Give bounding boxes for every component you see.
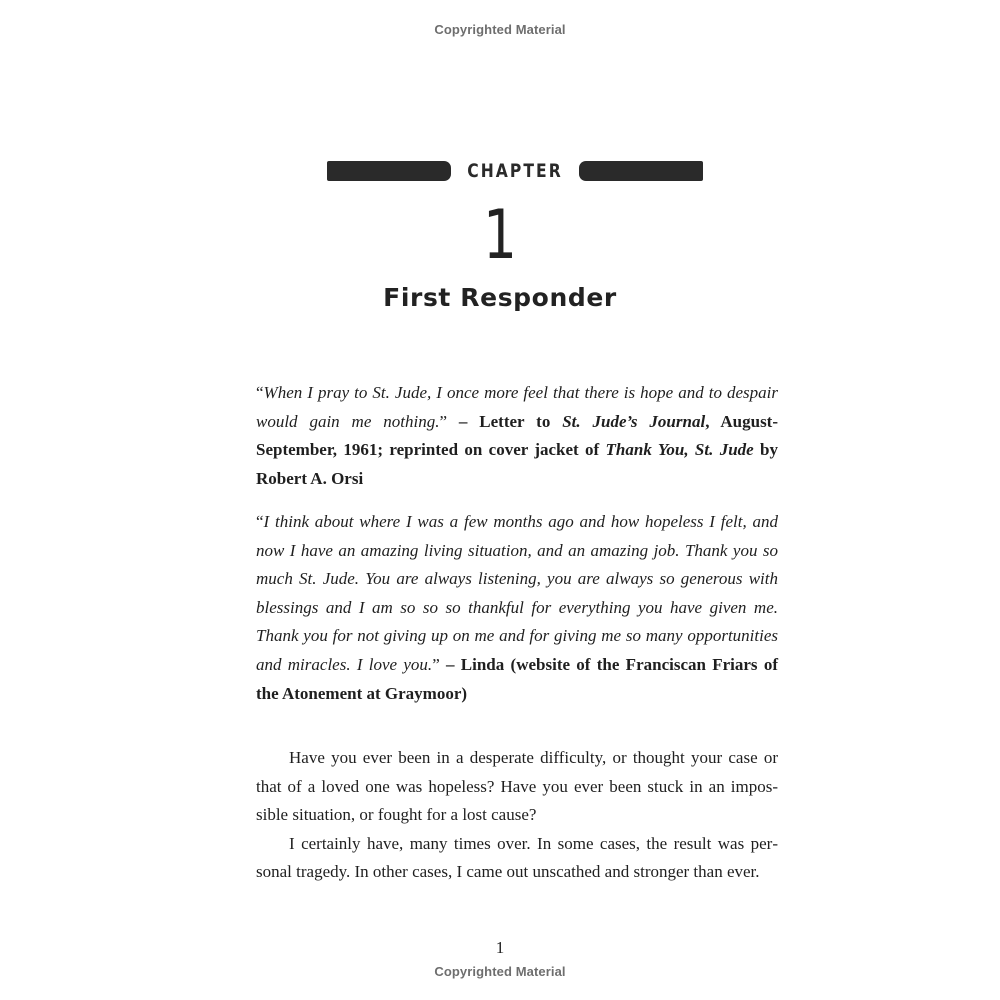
- chapter-number: 1: [483, 196, 517, 275]
- chapter-header: [327, 159, 703, 183]
- epigraph-1-close-quote: ”: [439, 411, 448, 431]
- epigraph-1: [256, 379, 778, 493]
- copyright-watermark-top: Copyrighted Material: [434, 22, 566, 37]
- chapter-bar-left: [327, 161, 451, 181]
- epigraph-1-dash: – Letter to: [447, 411, 563, 431]
- epigraph-2: [256, 508, 778, 708]
- chapter-title: First Responder: [383, 283, 617, 312]
- chapter-label: CHAPTER: [467, 160, 563, 182]
- epigraph-2-attribution: – Linda (website of the Franciscan Friars of the Atonement at Graymoor): [256, 654, 778, 703]
- epigraph-2-quote: I think about where I was a few months ago and how hopeless I felt, and now I have an amazing living situation, and an amazing job. Thank you so much St. Jude. You are always listening, you are always so generous with blessings and I am so so so thankful for everything you have given me. Thank you for not giving up on me and for giving me so many opportunities and miracles. I love you.: [256, 512, 778, 674]
- epigraph-1-quote: When I pray to St. Jude, I once more feel that there is hope and to despair would gain me nothing.: [256, 383, 778, 431]
- page-number: 1: [495, 938, 505, 957]
- chapter-bar-right: [579, 161, 703, 181]
- copyright-watermark-bottom: Copyrighted Material: [434, 964, 566, 979]
- epigraph-1-source-detail: , August-September, 1961; reprinted on cover jacket of: [256, 411, 779, 460]
- body-text: [256, 744, 778, 887]
- epigraph-1-book-title: Thank You, St. Jude: [605, 440, 754, 460]
- epigraph-1-open-quote: “: [256, 383, 264, 402]
- epigraph-1-journal-title: St. Jude’s Journal: [562, 411, 706, 431]
- body-paragraph-1: Have you ever been in a desperate difficulty, or thought your case or that of a loved one was hopeless? Have you ever been stuck in an impossible situation, or fought for a lost cause?: [256, 748, 778, 825]
- epigraph-2-close-quote: ”: [432, 654, 440, 674]
- epigraph-2-open-quote: “: [256, 512, 264, 531]
- body-paragraph-2: I certainly have, many times over. In some cases, the result was personal tragedy. In other cases, I came out unscathed and stronger than ever.: [256, 833, 778, 882]
- epigraph-1-author: by Robert A. Orsi: [256, 440, 778, 488]
